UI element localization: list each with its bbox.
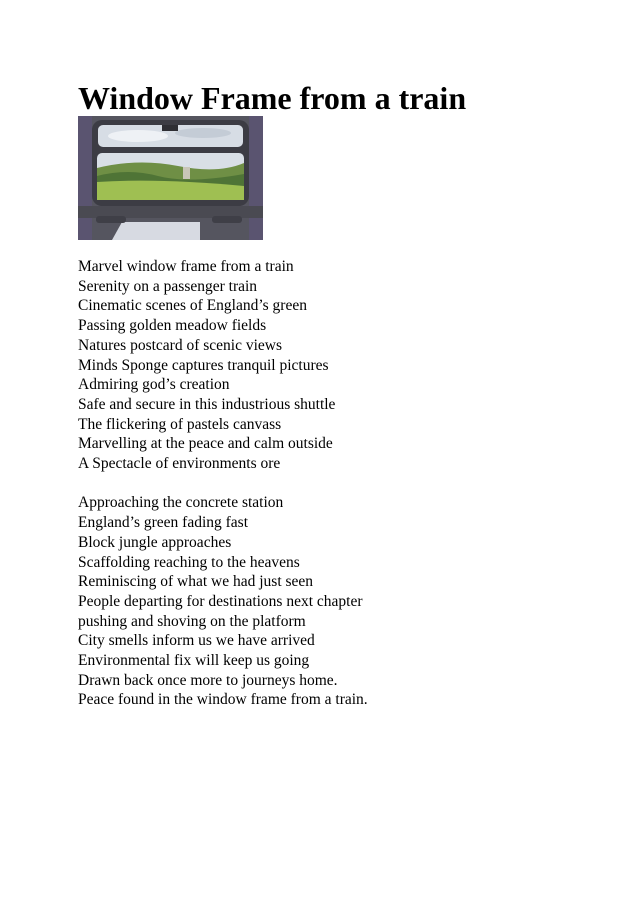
- poem-line: A Spectacle of environments ore: [78, 455, 281, 473]
- right-seat: [249, 116, 263, 240]
- poem-line: Natures postcard of scenic views: [78, 336, 283, 354]
- train-window-illustration: [78, 116, 263, 240]
- poem-line: Approaching the concrete station: [78, 494, 284, 512]
- poem-line: City smells inform us we have arrived: [78, 632, 315, 650]
- page-title: Window Frame from a train: [78, 80, 467, 116]
- poem-line: Block jungle approaches: [78, 533, 232, 551]
- cloud: [175, 128, 231, 138]
- window-latch: [162, 125, 178, 131]
- poem-line: Minds Sponge captures tranquil pictures: [78, 356, 329, 374]
- poem-line: Marvelling at the peace and calm outside: [78, 435, 333, 453]
- table: [112, 222, 200, 240]
- poem-line: Drawn back once more to journeys home.: [78, 671, 338, 689]
- poem-stanza-1: [78, 257, 368, 474]
- poem-line: Reminiscing of what we had just seen: [78, 573, 314, 591]
- poem-line: Environmental fix will keep us going: [78, 652, 310, 670]
- poem-line: Serenity on a passenger train: [78, 277, 258, 295]
- poem-line: Peace found in the window frame from a train.: [78, 691, 368, 709]
- poem-line: Marvel window frame from a train: [78, 258, 294, 275]
- armrest: [212, 216, 242, 223]
- poem-line: Admiring god’s creation: [78, 376, 230, 394]
- poem-line: Scaffolding reaching to the heavens: [78, 553, 300, 571]
- poem: [78, 257, 368, 710]
- poem-line: Safe and secure in this industrious shuttle: [78, 395, 336, 413]
- poem-line: Cinematic scenes of England’s green: [78, 297, 307, 315]
- left-seat: [78, 116, 92, 240]
- church-tower: [183, 167, 190, 179]
- poem-line: Passing golden meadow fields: [78, 317, 267, 335]
- poem-line: England’s green fading fast: [78, 514, 249, 532]
- cloud: [108, 130, 168, 142]
- poem-line: pushing and shoving on the platform: [78, 612, 306, 630]
- train-window-photo: [78, 116, 263, 240]
- armrest: [96, 216, 126, 223]
- poem-line: The flickering of pastels canvass: [78, 415, 282, 433]
- poem-line: People departing for destinations next chapter: [78, 592, 363, 610]
- poem-stanza-2: [78, 493, 368, 710]
